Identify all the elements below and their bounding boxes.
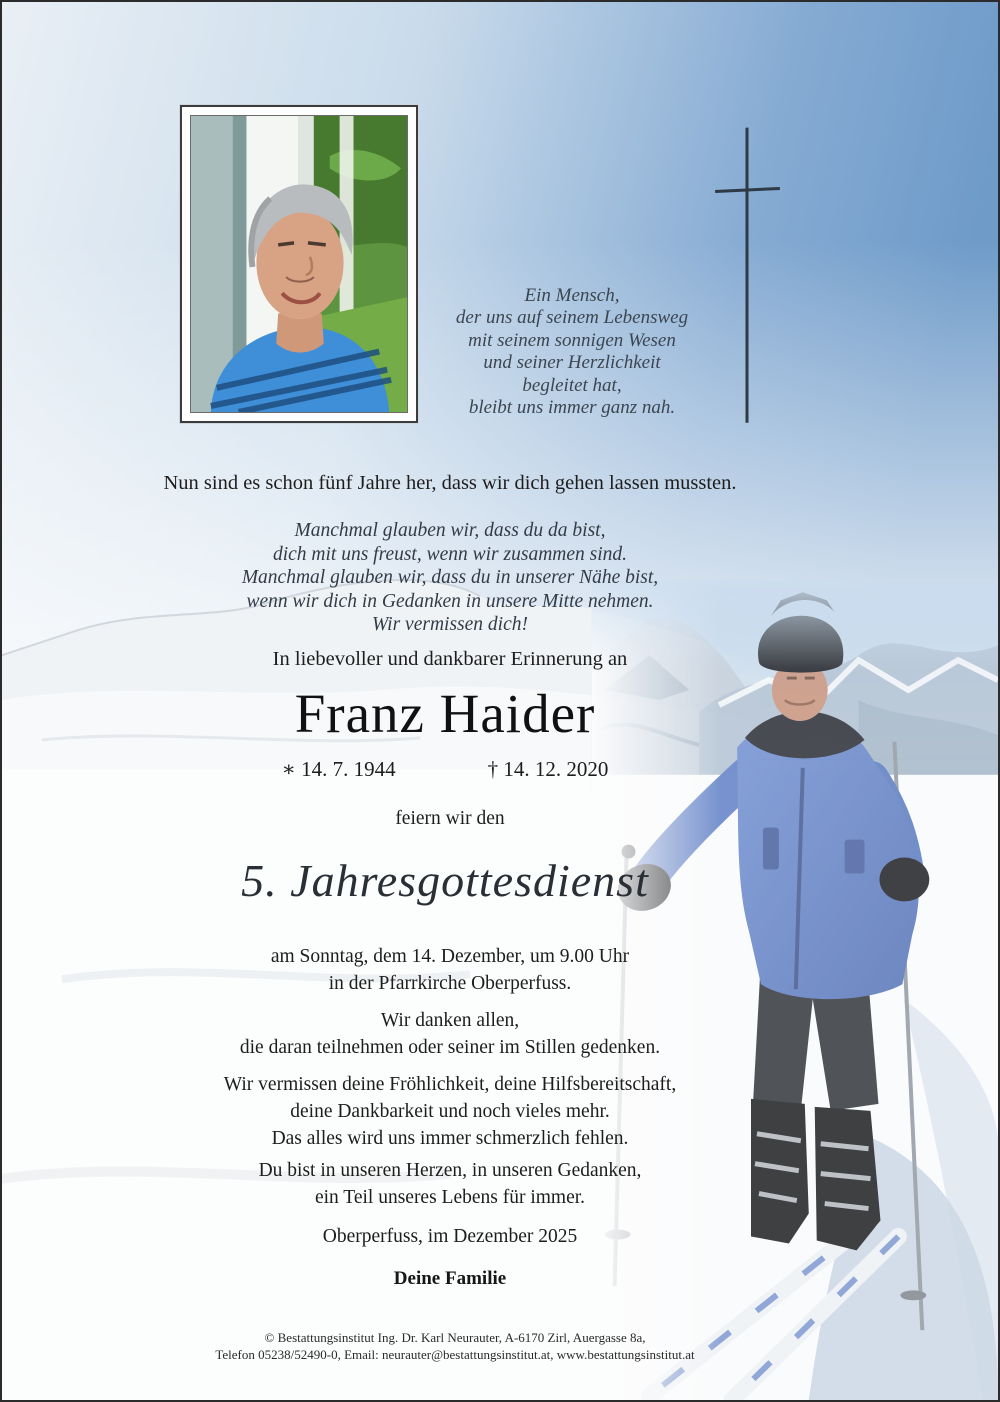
family-signature: Deine Familie: [393, 1268, 507, 1289]
verse-line: der uns auf seinem Lebensweg: [455, 307, 689, 329]
verse-line: Manchmal glauben wir, dass du in unserer Nähe bist,: [241, 567, 659, 589]
life-dates: [50, 757, 840, 782]
thanks-block: [50, 1007, 850, 1061]
tribute-line: Wir vermissen deine Fröhlichkeit, deine Hilfsbereitschaft,: [223, 1074, 677, 1095]
tribute-line: deine Dankbarkeit und noch vieles mehr.: [290, 1101, 610, 1122]
hearts-line: Du bist in unseren Herzen, in unseren Gedanken,: [258, 1160, 642, 1181]
birth-date: ∗ 14. 7. 1944: [281, 757, 396, 781]
tribute-line: Das alles wird uns immer schmerzlich fehlen.: [271, 1128, 629, 1149]
verse-line: wenn wir dich in Gedanken in unsere Mitte nehmen.: [246, 590, 654, 612]
verse-line: begleitet hat,: [522, 374, 622, 396]
deceased-name: Franz Haider: [294, 683, 596, 744]
service-where: in der Pfarrkirche Oberperfuss.: [328, 973, 572, 994]
hearts-block: [50, 1157, 850, 1211]
verse-line: Manchmal glauben wir, dass du da bist,: [294, 520, 606, 541]
verse-line: und seiner Herzlichkeit: [483, 352, 661, 374]
portrait-photo-inner: [190, 115, 408, 413]
thanks-line: Wir danken allen,: [380, 1010, 520, 1031]
tribute-block: [50, 1071, 850, 1152]
portrait-photo: [180, 105, 418, 423]
remembrance-line: In liebevoller und dankbarer Erinnerung an: [272, 648, 628, 670]
verse-line: Wir vermissen dich!: [372, 614, 528, 636]
footer-line: © Bestattungsinstitut Ing. Dr. Karl Neurauter, A-6170 Zirl, Auergasse 8a,: [264, 1330, 646, 1345]
opening-verse: [412, 285, 732, 419]
verse-line: bleibt uns immer ganz nah.: [468, 397, 676, 419]
missing-verse: [150, 519, 750, 637]
anniversary-intro: Nun sind es schon fünf Jahre her, dass wir dich gehen lassen mussten.: [163, 472, 737, 494]
closing-place-date: Oberperfuss, im Dezember 2025: [322, 1226, 578, 1247]
verse-line: dich mit uns freust, wenn wir zusammen sind.: [272, 543, 628, 565]
footer-line: Telefon 05238/52490-0, Email: neurauter@bestattungsinstitut.at, www.bestattungsinstitut.at: [215, 1346, 695, 1362]
death-date: † 14. 12. 2020: [487, 757, 609, 781]
thanks-line: die daran teilnehmen oder seiner im Stillen gedenken.: [239, 1037, 661, 1058]
service-details: [50, 943, 850, 997]
verse-line: mit seinem sonnigen Wesen: [468, 329, 676, 351]
verse-line: Ein Mensch,: [524, 285, 620, 306]
hearts-line: ein Teil unseres Lebens für immer.: [314, 1187, 586, 1208]
service-when: am Sonntag, dem 14. Dezember, um 9.00 Uhr: [270, 946, 630, 967]
celebrate-line: feiern wir den: [395, 808, 505, 829]
funeral-home-footer: [50, 1330, 860, 1363]
service-title: 5. Jahresgottesdienst: [241, 855, 649, 906]
